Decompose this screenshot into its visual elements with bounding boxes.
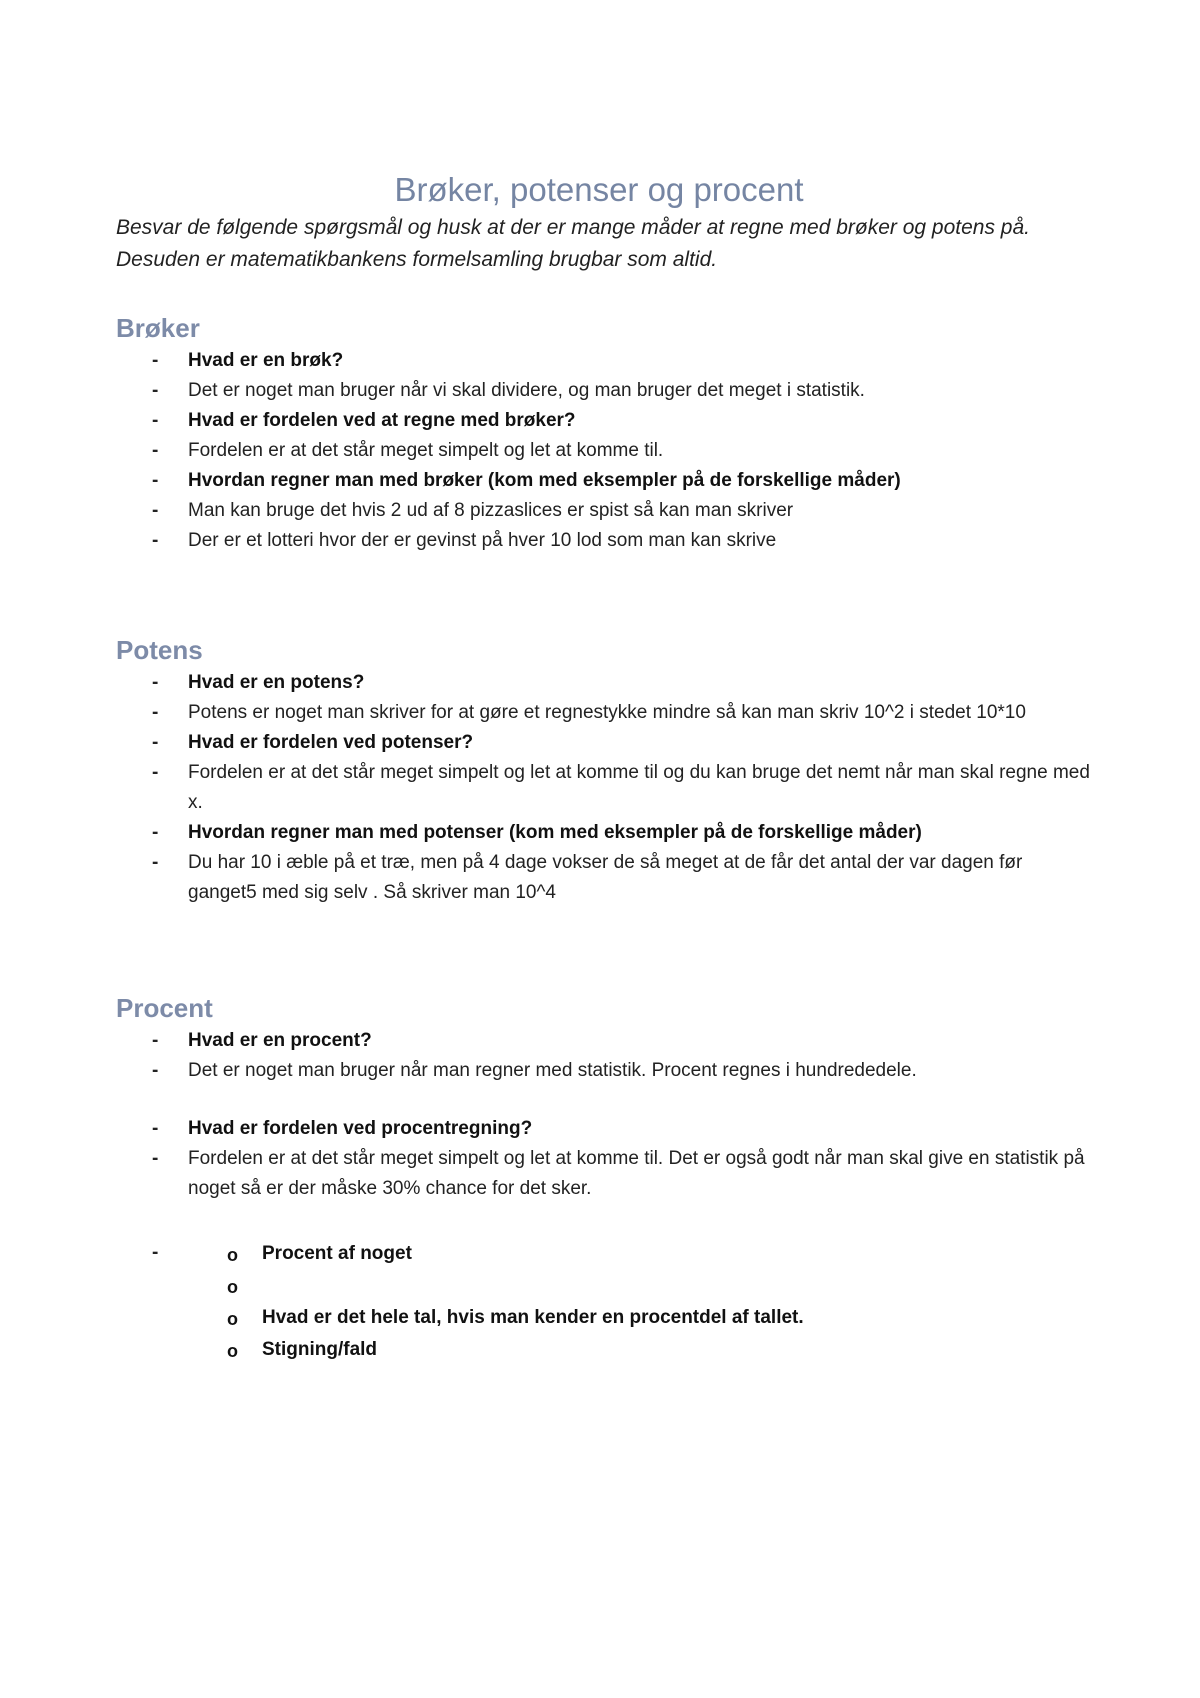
sub-list-item [116,1302,1096,1334]
procent-sub-list [116,1238,1096,1366]
list-item [116,466,1096,496]
list-item [116,758,1096,818]
answer-text: Fordelen er at det står meget simpelt og let at komme til. [188,440,664,461]
dash-bullet: - [152,762,159,783]
dash-bullet: - [152,530,159,551]
section-heading-broker: Brøker [116,313,200,343]
question-text: Hvad er fordelen ved potenser? [188,732,474,753]
list-item [116,1114,1096,1144]
circle-bullet: o [227,1341,238,1361]
list-item [116,1056,1096,1086]
list-item [116,818,1096,848]
dash-bullet: - [152,732,159,753]
document-page [116,170,1096,1366]
dash-bullet: - [152,350,159,371]
dash-bullet: - [152,702,159,723]
question-text: Hvad er en procent? [188,1030,372,1051]
sub-list-item [116,1270,1096,1302]
section-heading-potens: Potens [116,635,203,665]
dash-bullet: - [152,470,159,491]
section-heading-procent: Procent [116,993,213,1023]
dash-bullet: - [152,410,159,431]
answer-text: Fordelen er at det står meget simpelt og let at komme til og du kan bruge det nemt når man skal regne med x. [188,762,1090,813]
list-item [116,406,1096,436]
dash-bullet: - [152,822,159,843]
dash-bullet: - [152,440,159,461]
list-item [116,728,1096,758]
dash-bullet: - [152,672,159,693]
document-title: Brøker, potenser og procent [394,171,804,208]
dash-bullet: - [152,1030,159,1051]
question-text: Hvad er fordelen ved at regne med brøker? [188,410,576,431]
dash-bullet: - [152,1148,159,1169]
answer-text: Det er noget man bruger når man regner med statistik. Procent regnes i hundrededele. [188,1060,917,1081]
list-item [116,346,1096,376]
answer-text: Der er et lotteri hvor der er gevinst på hver 10 lod som man kan skrive [188,530,777,551]
question-text: Hvad er fordelen ved procentregning? [188,1118,533,1139]
dash-bullet: - [152,852,159,873]
list-item [116,668,1096,698]
list-item [116,848,1096,908]
sub-list-item [116,1238,1096,1270]
dash-bullet: - [152,1118,159,1139]
question-text: Hvordan regner man med potenser (kom med eksempler på de forskellige måder) [188,822,922,843]
question-text: Hvad er en potens? [188,672,365,693]
list-item [116,496,1096,526]
answer-text: Det er noget man bruger når vi skal dividere, og man bruger det meget i statistik. [188,380,865,401]
dash-bullet: - [152,380,159,401]
intro-paragraph: Besvar de følgende spørgsmål og husk at der er mange måder at regne med brøker og potens på. Desuden er matematikbankens formelsamling brugbar som altid. [116,216,1030,271]
sub-list-item [116,1334,1096,1366]
circle-bullet: o [227,1277,238,1297]
list-item [116,376,1096,406]
sub-item-text: Stigning/fald [262,1339,378,1360]
answer-text: Potens er noget man skriver for at gøre et regnestykke mindre så kan man skriv 10^2 i stedet 10*10 [188,702,1026,723]
list-item [116,526,1096,556]
answer-text: Man kan bruge det hvis 2 ud af 8 pizzaslices er spist så kan man skriver [188,500,794,521]
list-item [116,1026,1096,1056]
circle-bullet: o [227,1309,238,1329]
circle-bullet: o [227,1245,238,1265]
list-item [116,436,1096,466]
list-item [116,1144,1096,1204]
dash-bullet: - [152,1242,159,1263]
dash-bullet: - [152,1060,159,1081]
answer-text: Du har 10 i æble på et træ, men på 4 dage vokser de så meget at de får det antal der var dagen før ganget5 med sig selv . Så skriver man 10^4 [188,852,1023,903]
potens-list [116,668,1096,908]
dash-bullet: - [152,500,159,521]
question-text: Hvordan regner man med brøker (kom med eksempler på de forskellige måder) [188,470,901,491]
list-item [116,698,1096,728]
question-text: Hvad er en brøk? [188,350,344,371]
sub-item-text: Procent af noget [262,1243,412,1264]
broker-list [116,346,1096,556]
answer-text: Fordelen er at det står meget simpelt og let at komme til. Det er også godt når man skal give en statistik på noget så er der måske 30% chance for det sker. [188,1148,1085,1199]
sub-item-text: Hvad er det hele tal, hvis man kender en procentdel af tallet. [262,1307,804,1328]
